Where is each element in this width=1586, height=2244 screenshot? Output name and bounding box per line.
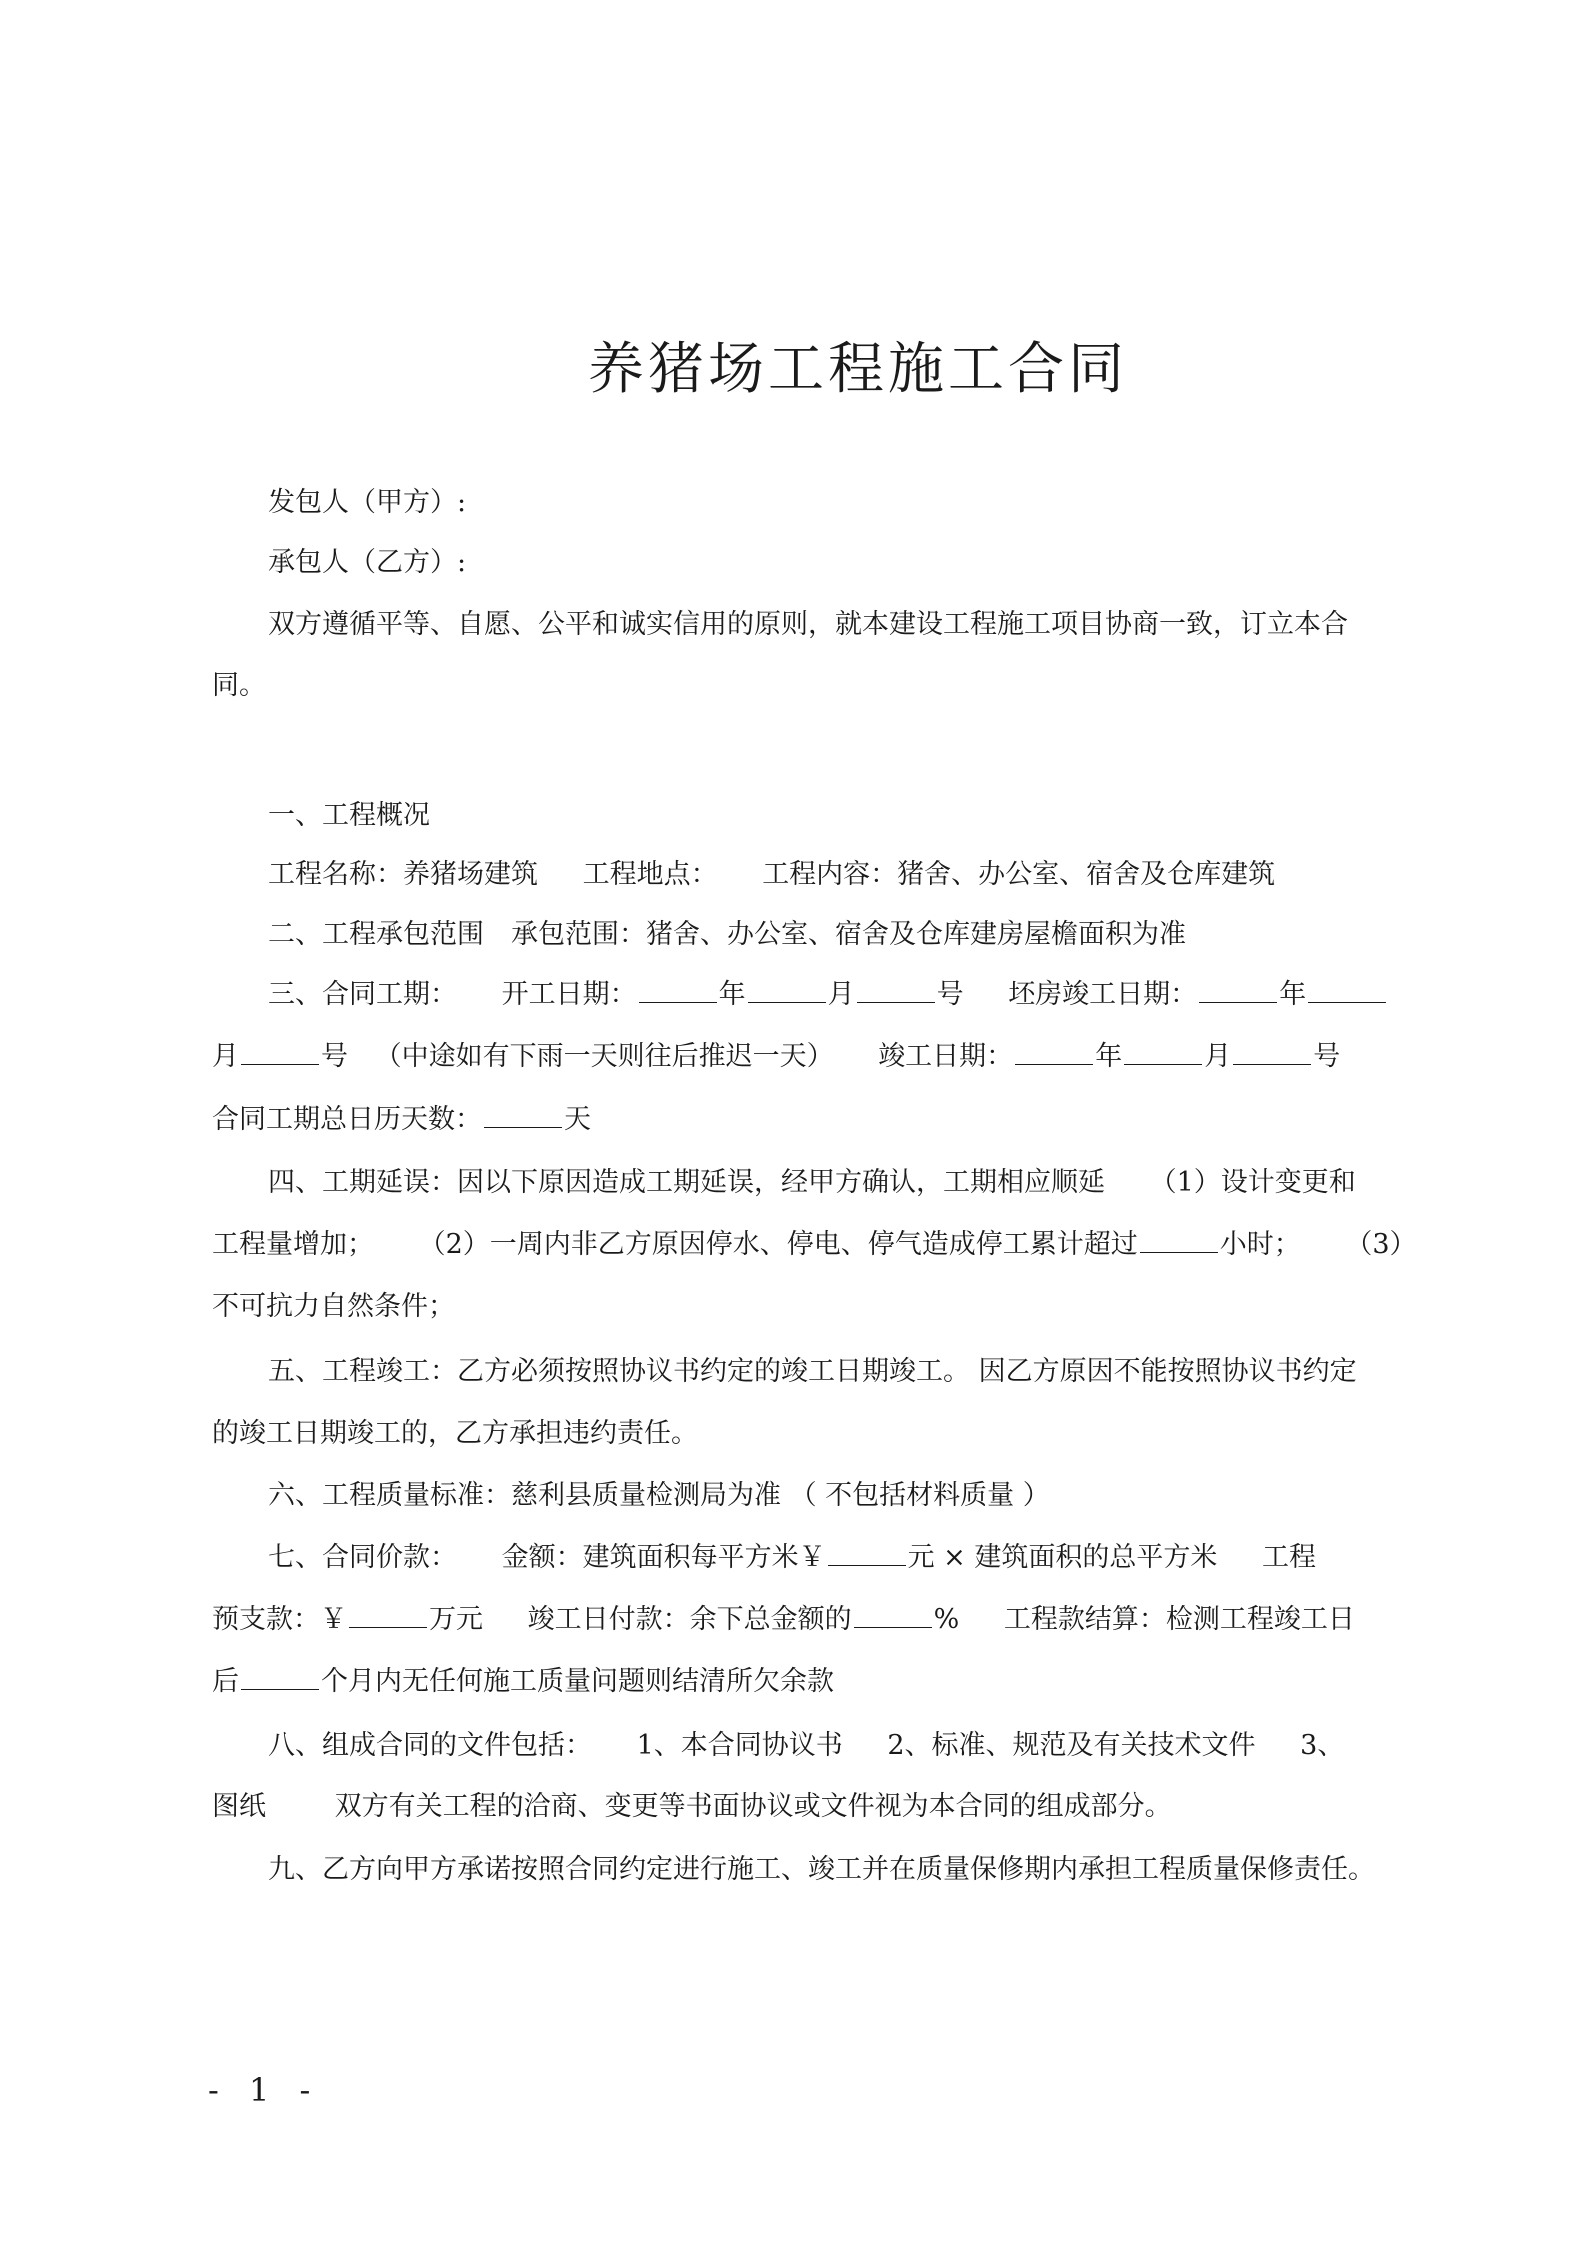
section-7-line-2 [212, 1600, 1392, 1640]
rough-month-blank [1308, 976, 1386, 1003]
price-per-sqm-blank [828, 1539, 906, 1566]
drawings-label: 图纸 [212, 1791, 266, 1822]
section-4-line-2 [212, 1225, 1417, 1265]
delay-reason-3: （3） [1345, 1229, 1417, 1260]
section-1-heading: 一、工程概况 [268, 800, 430, 831]
finish-year-blank [1015, 1038, 1093, 1065]
year-label: 年 [718, 979, 746, 1010]
engineering-label: 工程 [1261, 1542, 1316, 1573]
start-year-blank [639, 976, 717, 1003]
delay-reason-2: （2）一周内非乙方原因停水、停电、停气造成停工累计超过 [418, 1229, 1138, 1260]
rough-year-blank [1199, 976, 1277, 1003]
start-date-label: 开工日期： [501, 979, 637, 1010]
project-location: 工程地点： [582, 859, 718, 890]
preamble-line-2: 同。 [212, 670, 266, 701]
documents-label: 八、组成合同的文件包括： [268, 1730, 592, 1761]
year-label: 年 [1095, 1041, 1123, 1072]
days-unit: 天 [564, 1104, 591, 1135]
section-5-line-2: 的竣工日期竣工的，乙方承担违约责任。 [212, 1418, 698, 1449]
section-3-line-3 [212, 1100, 1392, 1140]
section-3-label: 三、合同工期： [268, 979, 457, 1010]
start-month-blank [748, 976, 826, 1003]
section-3-line-1 [268, 975, 1392, 1015]
finish-day-blank [1233, 1038, 1311, 1065]
section-8-line-1 [268, 1726, 1392, 1766]
section-8-line-2 [212, 1787, 1392, 1827]
day-label: 号 [936, 979, 964, 1010]
settlement-clause: 工程款结算：检测工程竣工日 [1003, 1604, 1355, 1635]
section-6-quality: 六、工程质量标准：慈利县质量检测局为准 （ 不包括材料质量 ） [268, 1480, 1050, 1511]
day-label: 号 [321, 1041, 348, 1072]
finish-month-blank [1124, 1038, 1202, 1065]
month-label: 月 [212, 1041, 239, 1072]
delay-reason-1-cont: 工程量增加； [212, 1229, 374, 1260]
month-label: 月 [1204, 1041, 1232, 1072]
advance-payment: 预支款：￥ [212, 1604, 347, 1635]
document-item-2: 2、标准、规范及有关技术文件 [887, 1730, 1256, 1761]
price-per-sqm: 金额：建筑面积每平方米￥ [501, 1542, 826, 1573]
document-item-3: 3、 [1300, 1730, 1345, 1761]
project-content: 工程内容：猪舍、办公室、宿舍及仓库建筑 [762, 859, 1276, 890]
day-label: 号 [1313, 1041, 1341, 1072]
delay-clause: 四、工期延误：因以下原因造成工期延误，经甲方确认，工期相应顺延 [268, 1167, 1105, 1198]
page-number: - 1 - [208, 2071, 321, 2109]
delay-reason-1: （1）设计变更和 [1149, 1167, 1356, 1198]
completion-payment: 竣工日付款：余下总金额的 [527, 1604, 852, 1635]
settlement-after: 后 [212, 1666, 239, 1697]
start-day-blank [857, 976, 935, 1003]
wan-unit: 万元 [429, 1604, 483, 1635]
section-5-line-1: 五、工程竣工：乙方必须按照协议书约定的竣工日期竣工。 因乙方原因不能按照协议书约定 [268, 1356, 1357, 1387]
rough-day-blank [241, 1038, 319, 1065]
rough-completion-label: 坯房竣工日期： [1008, 979, 1198, 1010]
section-4-line-3: 不可抗力自然条件； [212, 1291, 455, 1322]
supplementary-agreements: 双方有关工程的洽商、变更等书面协议或文件视为本合同的组成部分。 [334, 1791, 1172, 1822]
section-4-line-1 [268, 1163, 1392, 1203]
advance-blank [349, 1601, 427, 1628]
percent-sign: % [933, 1604, 960, 1635]
document-title: 养猪场工程施工合同 [588, 337, 1128, 402]
price-times-area: 元 × 建筑面积的总平方米 [907, 1542, 1218, 1573]
hours-unit: 小时； [1219, 1229, 1301, 1260]
year-label: 年 [1279, 979, 1307, 1010]
rain-delay-note: （中途如有下雨一天则往后推迟一天） [374, 1041, 834, 1072]
section-7-line-1 [268, 1538, 1392, 1578]
document-item-1: 1、本合同协议书 [636, 1730, 843, 1761]
party-a-label: 发包人（甲方）: [268, 487, 467, 518]
outage-hours-blank [1140, 1226, 1218, 1253]
price-label: 七、合同价款： [268, 1542, 457, 1573]
project-name: 工程名称：养猪场建筑 [268, 859, 538, 890]
percent-blank [854, 1601, 932, 1628]
section-7-line-3 [212, 1662, 1392, 1702]
month-label: 月 [827, 979, 855, 1010]
completion-date-label: 竣工日期： [878, 1041, 1014, 1072]
months-blank [241, 1663, 319, 1690]
settlement-terms: 个月内无任何施工质量问题则结清所欠余款 [321, 1666, 834, 1697]
preamble-line-1: 双方遵循平等、自愿、公平和诚实信用的原则，就本建设工程施工项目协商一致，订立本合 [268, 609, 1348, 640]
party-b-label: 承包人（乙方）: [268, 547, 467, 578]
section-2-scope: 二、工程承包范围 承包范围：猪舍、办公室、宿舍及仓库建房屋檐面积为准 [268, 919, 1186, 950]
total-days-label: 合同工期总日历天数： [212, 1104, 482, 1135]
section-1-details [268, 855, 1392, 895]
total-days-blank [484, 1101, 562, 1128]
section-9-warranty: 九、乙方向甲方承诺按照合同约定进行施工、竣工并在质量保修期内承担工程质量保修责任。 [268, 1854, 1375, 1885]
section-3-line-2 [212, 1037, 1392, 1077]
